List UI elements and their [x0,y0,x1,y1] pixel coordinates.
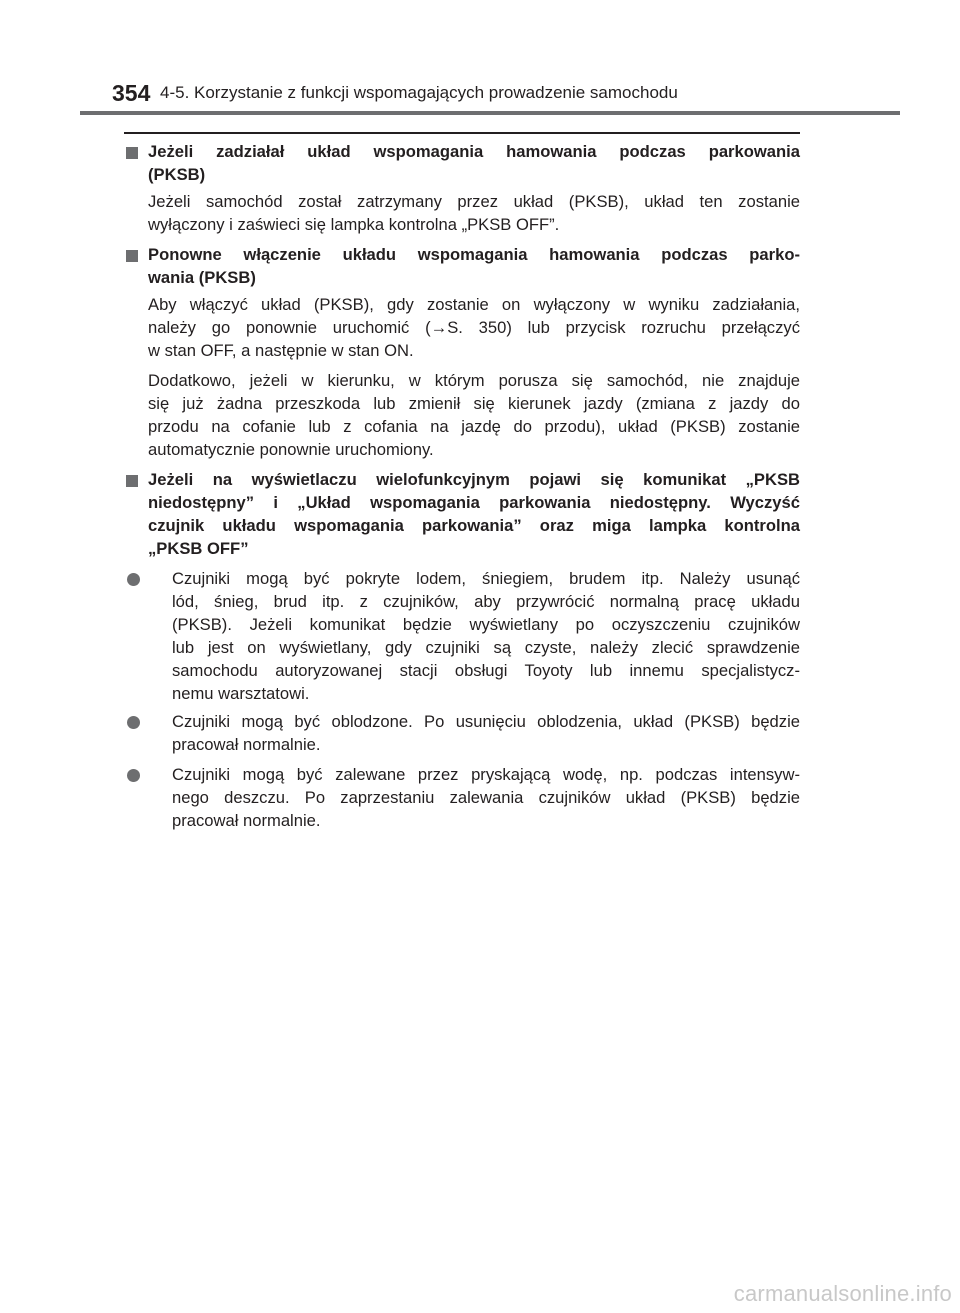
text-line: w stan OFF, a następnie w stan ON. [148,341,414,360]
round-bullet-icon [127,716,140,729]
text-line: wyłączony i zaświeci się lampka kontrolna „PKSB OFF”. [148,215,560,234]
square-bullet-icon [126,250,138,262]
watermark: carmanualsonline.info [733,1281,952,1306]
square-bullet-icon [126,475,138,487]
text-line: nemu warsztatowi. [172,684,310,703]
header-divider [80,111,900,115]
section-heading-line: Jeżeli zadziałał układ wspomagania hamowania podczas parkowania [148,142,800,161]
text-line: automatycznie ponownie uruchomiony. [148,440,434,459]
text-line: Czujniki mogą być oblodzone. Po usunięciu oblodzenia, układ (PKSB) będzie [172,712,800,731]
page-number: 354 [112,80,151,106]
text-line: przodu na cofanie lub z cofania na jazdę do przodu), układ (PKSB) zostanie [148,417,800,436]
section-heading-line: „PKSB OFF” [148,539,249,558]
section-heading-line: wania (PKSB) [148,268,256,287]
text-line: się już żadna przeszkoda lub zmienił się kierunek jazdy (zmiana z jazdy do [148,394,800,413]
round-bullet-icon [127,573,140,586]
text-line: Aby włączyć układ (PKSB), gdy zostanie on wyłączony w wyniku zadziałania, [148,295,800,314]
round-bullet-icon [127,769,140,782]
text-line: pracował normalnie. [172,811,321,830]
text-line: należy go ponownie uruchomić (→S. 350) lub przycisk rozruchu przełączyć [148,318,800,337]
text-line: Czujniki mogą być zalewane przez pryskającą wodę, np. podczas intensyw- [172,765,800,784]
section-heading-line: Jeżeli na wyświetlaczu wielofunkcyjnym pojawi się komunikat „PKSB [148,470,800,489]
chapter-title: 4-5. Korzystanie z funkcji wspomagających prowadzenie samochodu [160,83,678,102]
text-line: Dodatkowo, jeżeli w kierunku, w którym porusza się samochód, nie znajduje [148,371,800,390]
section-heading-line: niedostępny” i „Układ wspomagania parkowania niedostępny. Wyczyść [148,493,800,512]
text-line: Czujniki mogą być pokryte lodem, śniegiem, brudem itp. Należy usunąć [172,569,800,588]
section-divider [124,132,800,134]
section-heading-line: czujnik układu wspomagania parkowania” oraz miga lampka kontrolna [148,516,800,535]
text-line: lub jest on wyświetlany, gdy czujniki są czyste, należy zlecić sprawdzenie [172,638,800,657]
section-heading-line: Ponowne włączenie układu wspomagania hamowania podczas parko- [148,245,800,264]
text-line: pracował normalnie. [172,735,321,754]
text-line: nego deszczu. Po zaprzestaniu zalewania czujników układ (PKSB) będzie [172,788,800,807]
text-line: Jeżeli samochód został zatrzymany przez układ (PKSB), układ ten zostanie [148,192,800,211]
section-heading-line: (PKSB) [148,165,206,184]
square-bullet-icon [126,147,138,159]
text-line: samochodu autoryzowanej stacji obsługi Toyoty lub innemu specjalistycz- [172,661,800,680]
text-line: (PKSB). Jeżeli komunikat będzie wyświetlany po oczyszczeniu czujników [172,615,800,634]
text-line: lód, śnieg, brud itp. z czujników, aby przywrócić normalną pracę układu [172,592,800,611]
